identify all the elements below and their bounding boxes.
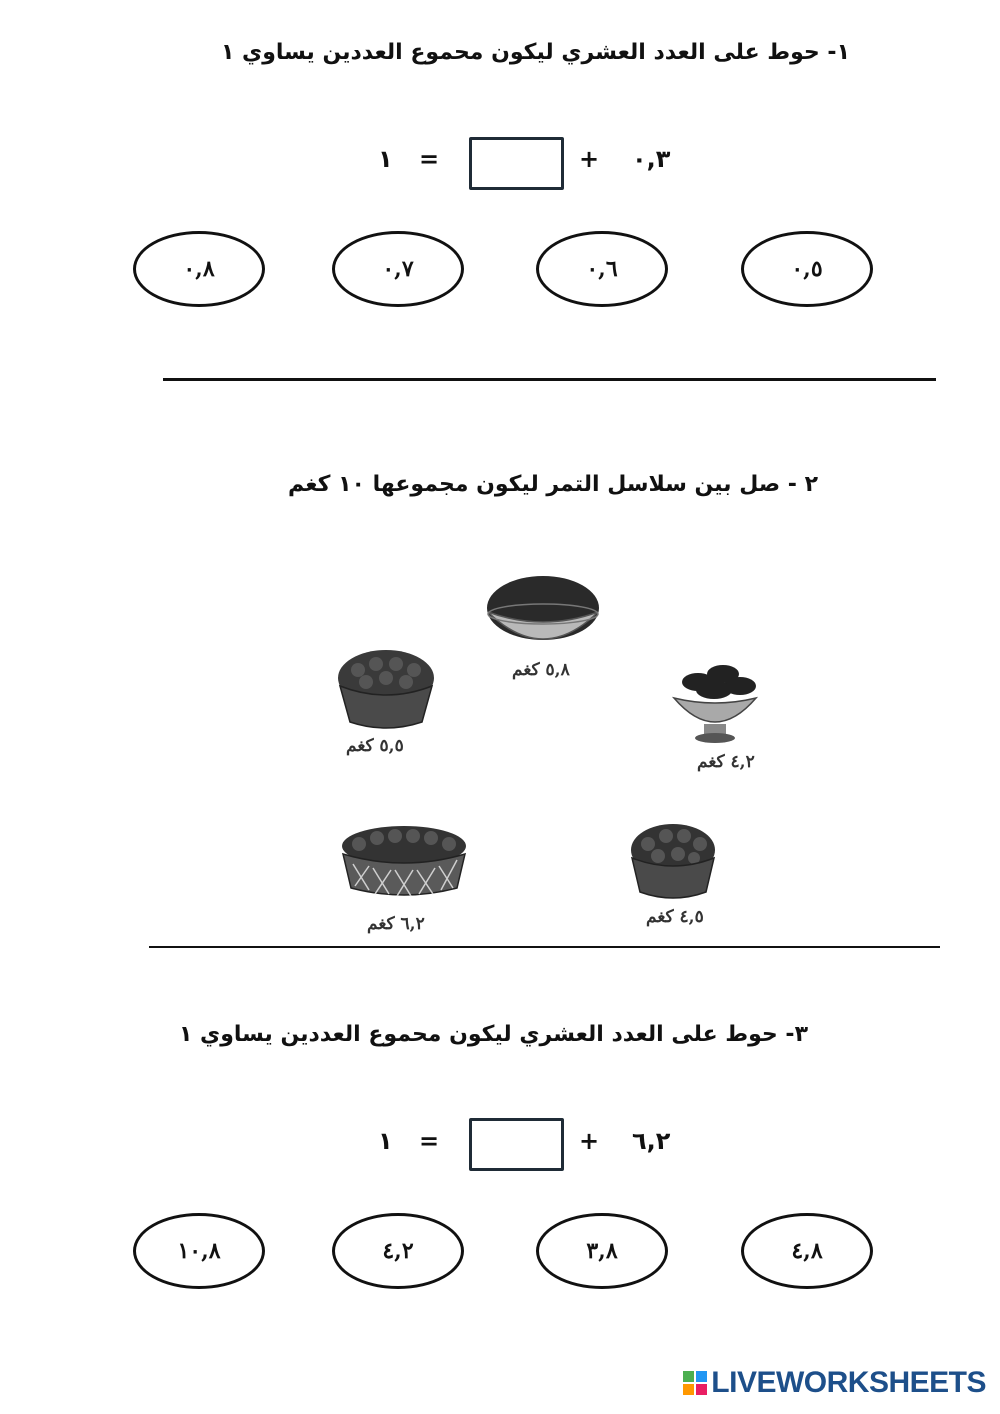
dates-tray-bottom-left-image	[339, 824, 469, 900]
option-label: ٤,٢	[382, 1238, 414, 1264]
liveworksheets-logo-text: LIVEWORKSHEETS	[711, 1366, 986, 1399]
section-divider-1	[163, 378, 936, 381]
question-3-option-3[interactable]	[332, 1213, 464, 1289]
question-3-plus-sign: +	[579, 1127, 600, 1155]
option-label: ٠,٧	[382, 256, 414, 282]
dates-bowl-right-image	[668, 660, 762, 746]
dates-basket-left-image	[336, 648, 436, 732]
question-1-operand: ٠,٣	[632, 145, 671, 173]
question-3-title: ٣- حوط على العدد العشري ليكون محموع العددين يساوي ١	[178, 1022, 808, 1047]
dates-bowl-top-image	[484, 574, 602, 654]
bottom-left-tray-weight-label: ٦,٢ كغم	[367, 914, 425, 934]
option-label: ٤,٨	[791, 1238, 823, 1264]
question-3-option-1[interactable]	[741, 1213, 873, 1289]
dates-basket-bottom-right-image	[628, 822, 718, 902]
question-1-result: ١	[378, 145, 393, 173]
top-bowl-weight-label: ٥,٨ كغم	[512, 660, 570, 680]
question-1-title: ١- حوط على العدد العشري ليكون محموع العددين يساوي ١	[220, 40, 850, 65]
question-3-operand: ٦,٢	[632, 1127, 671, 1155]
option-label: ١٠,٨	[177, 1238, 221, 1264]
question-1-answer-box[interactable]	[469, 137, 564, 190]
question-1-option-4[interactable]	[133, 231, 265, 307]
question-3-answer-box[interactable]	[469, 1118, 564, 1171]
option-label: ٠,٥	[791, 256, 823, 282]
option-label: ٠,٨	[183, 256, 215, 282]
question-1-plus-sign: +	[579, 145, 600, 173]
option-label: ٣,٨	[586, 1238, 618, 1264]
liveworksheets-logo-icon	[683, 1371, 707, 1395]
left-basket-weight-label: ٥,٥ كغم	[346, 736, 404, 756]
question-1-option-2[interactable]	[536, 231, 668, 307]
option-label: ٠,٦	[586, 256, 618, 282]
question-1-equals-sign: =	[419, 145, 440, 173]
question-1-option-3[interactable]	[332, 231, 464, 307]
section-divider-2	[149, 946, 940, 948]
question-1-option-1[interactable]	[741, 231, 873, 307]
liveworksheets-logo	[683, 1366, 986, 1400]
right-bowl-weight-label: ٤,٢ كغم	[697, 752, 755, 772]
question-3-result: ١	[378, 1127, 393, 1155]
question-3-equals-sign: =	[419, 1127, 440, 1155]
question-3-option-4[interactable]	[133, 1213, 265, 1289]
bottom-right-basket-weight-label: ٤,٥ كغم	[646, 907, 704, 927]
question-3-option-2[interactable]	[536, 1213, 668, 1289]
question-2-title: ٢ - صل بين سلاسل التمر ليكون مجموعها ١٠ كغم	[287, 472, 818, 497]
